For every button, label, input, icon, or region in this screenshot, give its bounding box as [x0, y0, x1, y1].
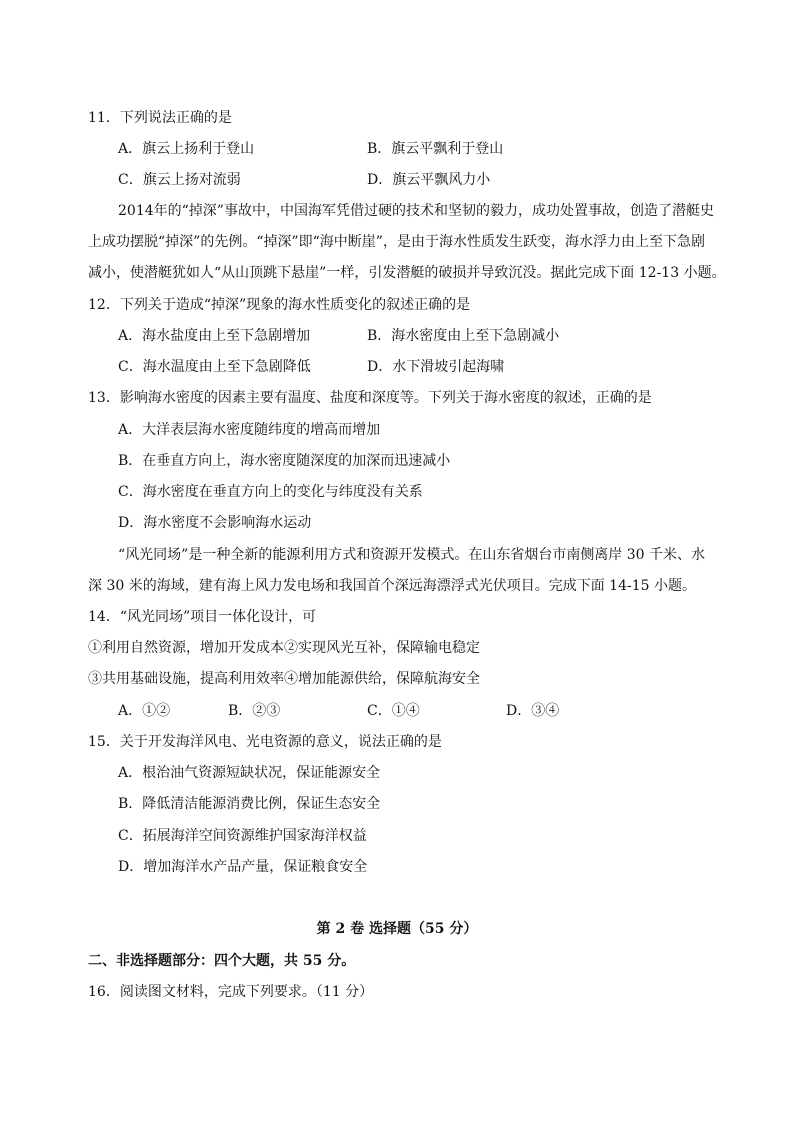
- q13-option-c: C．海水密度在垂直方向上的变化与纬度没有关系: [118, 484, 423, 500]
- q15-option-c: C．拓展海洋空间资源维护国家海洋权益: [118, 828, 367, 844]
- q15-option-b: B．降低清洁能源消费比例，保证生态安全: [118, 796, 381, 812]
- q11-option-d: D．旗云平飘风力小: [367, 172, 491, 188]
- passage1-line-2: 上成功摆脱“掉深”的先例。“掉深”即“海中断崖”，是由于海水性质发生跃变，海水浮力由上至下急剧: [88, 234, 705, 250]
- q12-option-a: A．海水盐度由上至下急剧增加: [118, 328, 311, 344]
- q13-stem: 13．影响海水密度的因素主要有温度、盐度和深度等。下列关于海水密度的叙述，正确的是: [88, 390, 652, 406]
- q16-stem: 16．阅读图文材料，完成下列要求。（11 分）: [88, 984, 374, 1000]
- q12-stem: 12．下列关于造成“掉深”现象的海水性质变化的叙述正确的是: [88, 297, 471, 313]
- q14-items-line-2: ③共用基础设施，提高利用效率④增加能源供给，保障航海安全: [88, 671, 480, 687]
- q14-option-c: C．①④: [367, 703, 420, 719]
- q12-option-b: B．海水密度由上至下急剧减小: [367, 328, 560, 344]
- q14-option-b: B．②③: [228, 703, 281, 719]
- part2-title: 第 2 卷 选择题（55 分）: [316, 921, 478, 937]
- q13-option-a: A．大洋表层海水密度随纬度的增高而增加: [118, 422, 381, 438]
- q11-option-c: C．旗云上扬对流弱: [118, 172, 241, 188]
- q14-items-line-1: ①利用自然资源，增加开发成本②实现风光互补，保障输电稳定: [88, 640, 480, 656]
- passage2-line-1: “风光同场”是一种全新的能源利用方式和资源开发模式。在山东省烟台市南侧离岸 30 千米、水: [118, 547, 706, 563]
- q11-option-a: A．旗云上扬利于登山: [118, 141, 255, 157]
- q14-stem: 14．“风光同场”项目一体化设计，可: [88, 609, 317, 625]
- q15-option-d: D．增加海洋水产品产量，保证粮食安全: [118, 859, 368, 875]
- passage2-line-2: 深 30 米的海域，建有海上风力发电场和我国首个深远海漂浮式光伏项目。完成下面 14-15 小题。: [88, 578, 696, 594]
- q12-option-d: D．水下滑坡引起海啸: [367, 359, 505, 375]
- passage1-line-3: 减小，使潜艇犹如人“从山顶跳下悬崖”一样，引发潜艇的破损并导致沉没。据此完成下面 12-13 小题。: [88, 265, 726, 281]
- q15-stem: 15．关于开发海洋风电、光电资源的意义，说法正确的是: [88, 734, 442, 750]
- passage1-line-1: 2014年的“掉深”事故中，中国海军凭借过硬的技术和坚韧的毅力，成功处置事故，创造了潜艇史: [118, 203, 714, 219]
- q12-option-c: C．海水温度由上至下急剧降低: [118, 359, 311, 375]
- q15-option-a: A．根治油气资源短缺状况，保证能源安全: [118, 765, 381, 781]
- part2-heading: 二、非选择题部分：四个大题，共 55 分。: [88, 953, 356, 969]
- q11-stem: 11．下列说法正确的是: [88, 110, 232, 126]
- q13-option-d: D．海水密度不会影响海水运动: [118, 515, 312, 531]
- q14-option-d: D．③④: [506, 703, 560, 719]
- q11-option-b: B．旗云平飘利于登山: [367, 141, 504, 157]
- q14-option-a: A．①②: [118, 703, 171, 719]
- q13-option-b: B．在垂直方向上，海水密度随深度的加深而迅速减小: [118, 453, 451, 469]
